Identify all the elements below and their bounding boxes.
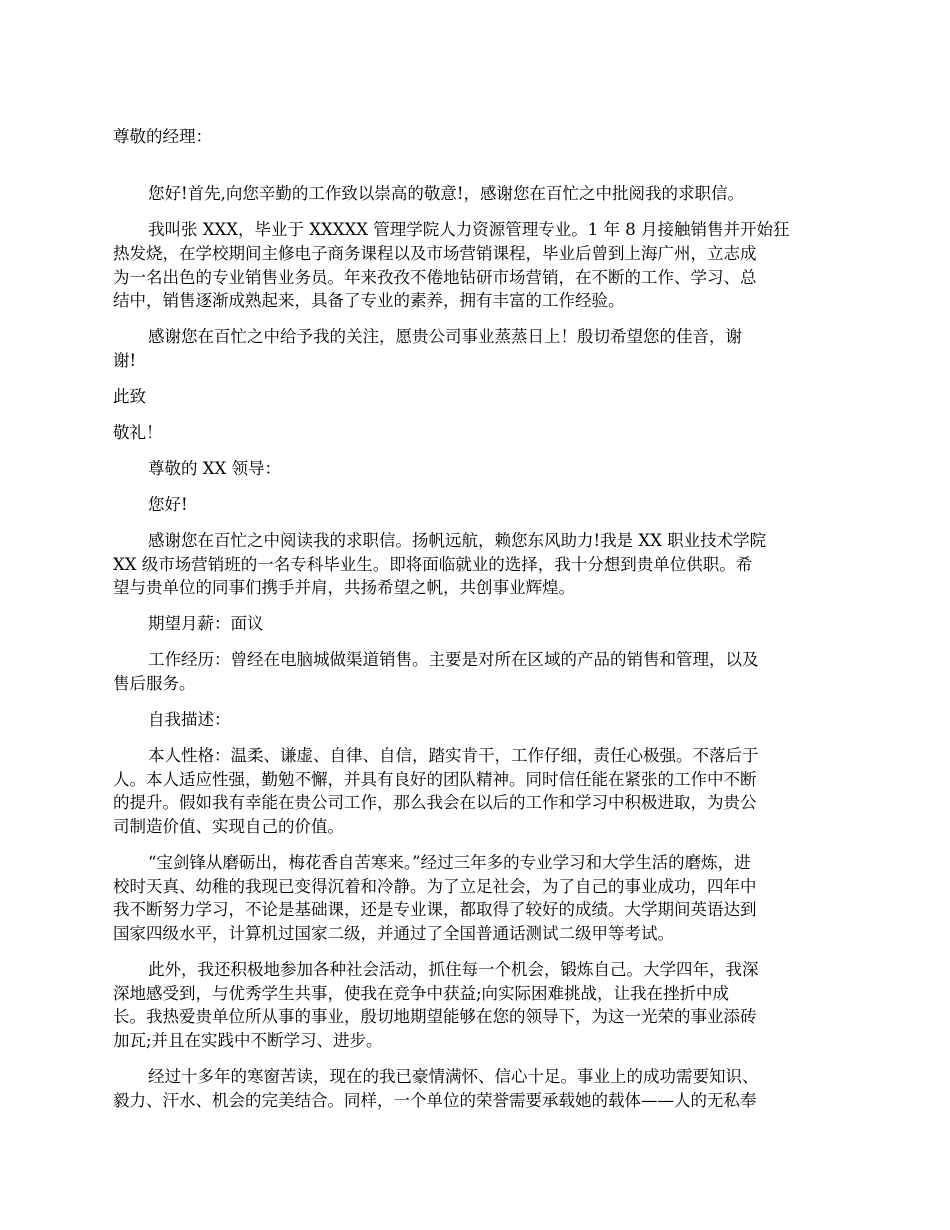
paragraph-line: “宝剑锋从磨砺出，梅花香自苦寒来。”经过三年多的专业学习和大学生活的磨炼，进 — [148, 853, 751, 872]
paragraph-line: 我不断努力学习，不论是基础课，还是专业课，都取得了较好的成绩。大学期间英语达到 — [113, 900, 757, 919]
paragraph-line: 感谢您在百忙之中阅读我的求职信。扬帆远航，赖您东风助力!我是 XX 职业技术学院 — [148, 531, 767, 550]
paragraph-line: 的提升。假如我有幸能在贵公司工作，那么我会在以后的工作和学习中积极进取，为贵公 — [113, 793, 757, 812]
greeting-line: 您好! — [148, 495, 188, 514]
paragraph-line: 谢! — [113, 351, 137, 370]
paragraph-line: XX 级市场营销班的一名专科毕业生。即将面临就业的选择，我十分想到贵单位供职。希 — [113, 555, 753, 574]
paragraph-line: 经过十多年的寒窗苦读，现在的我已豪情满怀、信心十足。事业上的成功需要知识、 — [148, 1067, 759, 1086]
second-salutation: 尊敬的 XX 领导： — [148, 459, 281, 478]
paragraph-line: 校时天真、幼稚的我现已变得沉着和冷静。为了立足社会，为了自己的事业成功，四年中 — [113, 877, 757, 896]
paragraph-line: 司制造价值、实现自己的价值。 — [113, 817, 344, 836]
paragraph-line: 结中，销售逐渐成熟起来，具备了专业的素养，拥有丰富的工作经验。 — [113, 291, 625, 310]
paragraph-line: 为一名出色的专业销售业务员。年来孜孜不倦地钻研市场营销，在不断的工作、学习、总 — [113, 268, 757, 287]
paragraph-line: 望与贵单位的同事们携手并肩，共扬希望之帆，共创事业辉煌。 — [113, 578, 575, 597]
paragraph-line: 本人性格：温柔、谦虚、自律、自信，踏实肯干，工作仔细，责任心极强。不落后于 — [148, 746, 759, 765]
paragraph-line: 国家四级水平，计算机过国家二级，并通过了全国普通话测试二级甲等考试。 — [113, 924, 674, 943]
paragraph-line: 售后服务。 — [113, 674, 196, 693]
paragraph-line: 毅力、汗水、机会的完美结合。同样，一个单位的荣誉需要承载她的载体——人的无私奉 — [113, 1091, 757, 1110]
closing-line: 敬礼！ — [113, 423, 163, 442]
paragraph-line: 我叫张 XXX，毕业于 XXXXX 管理学院人力资源管理专业。1 年 8 月接触销售并开始狂 — [148, 220, 790, 239]
paragraph-line: 长。我热爱贵单位所从事的事业，殷切地期望能够在您的领导下，为这一光荣的事业添砖 — [113, 1007, 757, 1026]
closing-line: 此致 — [113, 387, 146, 406]
paragraph-line: 热发烧，在学校期间主修电子商务课程以及市场营销课程，毕业后曾到上海广州，立志成 — [113, 244, 757, 263]
paragraph-line: 人。本人适应性强，勤勉不懈，并具有良好的团队精神。同时信任能在紧张的工作中不断 — [113, 770, 757, 789]
paragraph-line: 工作经历：曾经在电脑城做渠道销售。主要是对所在区域的产品的销售和管理，以及 — [148, 650, 759, 669]
expected-salary: 期望月薪：面议 — [148, 614, 264, 633]
salutation: 尊敬的经理： — [113, 127, 212, 146]
paragraph-line: 深地感受到，与优秀学生共事，使我在竞争中获益;向实际困难挑战，让我在挫折中成 — [113, 984, 730, 1003]
paragraph-line: 此外，我还积极地参加各种社会活动，抓住每一个机会，锻炼自己。大学四年，我深 — [148, 960, 759, 979]
paragraph-line: 感谢您在百忙之中给予我的关注，愿贵公司事业蒸蒸日上！殷切希望您的佳音，谢 — [148, 327, 742, 346]
paragraph-line: 加瓦;并且在实践中不断学习、进步。 — [113, 1031, 383, 1050]
greeting-line: 您好!首先,向您辛勤的工作致以崇高的敬意!，感谢您在百忙之中批阅我的求职信。 — [148, 184, 745, 203]
section-heading: 自我描述： — [148, 710, 231, 729]
